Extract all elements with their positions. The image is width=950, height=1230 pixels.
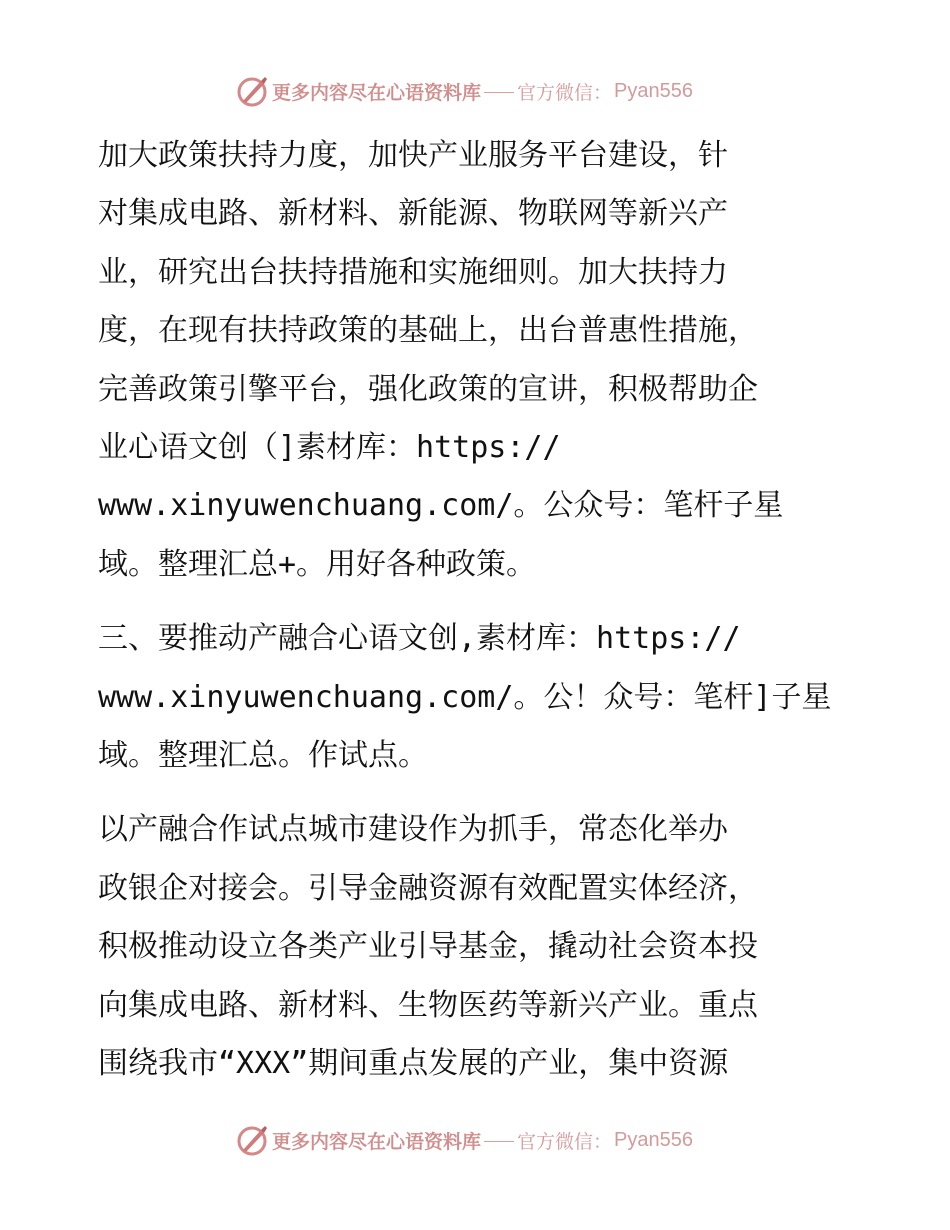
paragraph-pilot-city: 以产融合作试点城市建设作为抓手，常态化举办 政银企对接会。引导金融资源有效配置实体经济， 积极推动设立各类产业引导基金，撬动社会资本投 向集成电路、新材料、生物医药等新兴产业。重点 围绕我市“XXX”期间重点发展的产业，集中资源 [98, 812, 758, 1082]
watermark-brand-text: 更多内容尽在心语资料库 [272, 81, 482, 104]
watermark-label-text: 官方微信： [517, 81, 613, 104]
document-body [98, 127, 858, 1094]
brand-logo-icon [234, 1122, 270, 1158]
watermark-brand-text: 更多内容尽在心语资料库 [272, 1130, 482, 1153]
watermark-handle-text: Pyan556 [614, 79, 693, 102]
paragraph-section-three-heading: 三、要推动产融合心语文创,素材库：https:// www.xinyuwenchuang.com/。公！众号：笔杆]子星 域。整理汇总。作试点。 [98, 621, 832, 774]
watermark-handle-text: Pyan556 [614, 1128, 693, 1151]
footer-watermark [234, 1121, 693, 1159]
paragraph-policy-support: 加大政策扶持力度，加快产业服务平台建设，针 对集成电路、新材料、新能源、物联网等新兴产 业，研究出台扶持措施和实施细则。加大扶持力 度，在现有扶持政策的基础上，出台普惠性措施， 完善政策引擎平台，强化政策的宣讲，积极帮助企 业心语文创（]素材库：https:// www.xinyuwenchuang.com/。公众号：笔杆子星 域。整理汇总+。用好各种政策。 [98, 138, 784, 582]
watermark-label-text: 官方微信： [517, 1130, 613, 1153]
header-watermark [234, 72, 693, 110]
brand-logo-icon [234, 73, 270, 109]
watermark-separator [484, 1141, 514, 1142]
watermark-separator [484, 92, 514, 93]
